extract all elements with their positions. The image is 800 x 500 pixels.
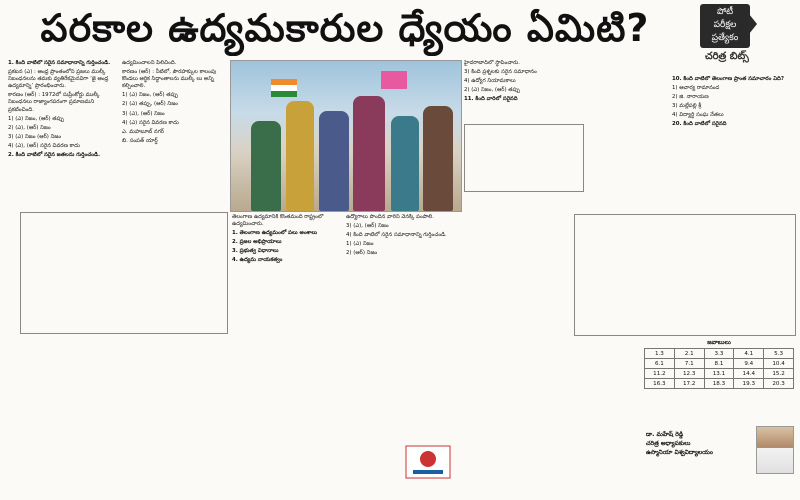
answer-cell: 10.4 bbox=[764, 359, 794, 369]
question-text: 2. కింది వాటిలో సరైన జతలను గుర్తించండి. bbox=[8, 152, 101, 159]
question-text: హైదరాబాద్‌లో స్థాపించారు. bbox=[464, 60, 520, 66]
question-text: 3. ప్రభుత్వ విధానాలు bbox=[232, 248, 279, 255]
question-text: 2) (ఎ) తప్పు, (ఆర్) నిజం bbox=[122, 101, 178, 108]
column-3 bbox=[232, 214, 342, 354]
question-text: కారణం (ఆర్) : 1972లో సుప్రీంకోర్టు ముల్కీ నిబంధనలు రాజ్యాంగపరంగా ప్రమాణమని ప్రకటించింది. bbox=[8, 92, 100, 113]
question-text: 2) (ఎ), (ఆర్) నిజం bbox=[8, 124, 51, 131]
answer-cell: 12.3 bbox=[674, 369, 704, 379]
answer-cell: 16.3 bbox=[645, 379, 675, 389]
answer-cell: 20.3 bbox=[764, 379, 794, 389]
question-text: 3) (ఎ), (ఆర్) నిజం bbox=[346, 223, 389, 230]
question-text: 2) జి. నారాయణ bbox=[672, 94, 709, 101]
answer-cell: 3.3 bbox=[704, 349, 734, 359]
question-text: 3) కింది ప్రశ్నలకు సరైన సమాధానం bbox=[464, 69, 537, 76]
question-text: 1. కింది వాటిలో సరైన సమాధానాన్ని గుర్తించండి. bbox=[8, 60, 111, 66]
column-2 bbox=[122, 60, 226, 210]
answer-cell: 11.2 bbox=[645, 369, 675, 379]
question-text: ఉద్యమించాలని పిలిచింది. bbox=[122, 60, 177, 66]
answer-cell: 4.1 bbox=[734, 349, 764, 359]
question-box bbox=[574, 214, 796, 336]
question-text: 3) మల్లేపల్లి శ్రీ bbox=[672, 103, 702, 110]
question-text: 1. తెలంగాణ ఉద్యమంలో పలు అంశాలు bbox=[232, 230, 318, 237]
question-text: 1) (ఎ) నిజం, (ఆర్) తప్పు bbox=[8, 115, 64, 122]
question-text: 4) (ఎ), (ఆర్) సరైన వివరణ కాదు bbox=[8, 142, 80, 149]
answer-cell: 18.3 bbox=[704, 379, 734, 389]
answer-cell: 7.1 bbox=[674, 359, 704, 369]
question-text: 1) (ఎ) నిజం, (ఆర్) తప్పు bbox=[122, 92, 178, 99]
page-title: పరకాల ఉద్యమకారుల ధ్యేయం ఏమిటి? bbox=[40, 6, 650, 50]
answer-cell: 14.4 bbox=[734, 369, 764, 379]
question-text: ప్రకటన (ఎ) : ఆంధ్ర ప్రాంతంలోని ప్రజలు ముల్కీ నిబంధనలను తమకు వ్యతిరేకమైనవిగా ‘జై ఆంధ్ర ఉద్యమాన్ని’ ప్రారంభించారు. bbox=[8, 69, 109, 90]
author-photo bbox=[756, 426, 794, 474]
answer-cell: 6.1 bbox=[645, 359, 675, 369]
answer-cell: 13.1 bbox=[704, 369, 734, 379]
answer-cell: 9.4 bbox=[734, 359, 764, 369]
answer-cell: 15.2 bbox=[764, 369, 794, 379]
badge-subtitle: చరిత్ర బిట్స్ bbox=[705, 51, 749, 62]
answer-row bbox=[645, 369, 794, 379]
protest-photo bbox=[230, 60, 462, 212]
question-text: 4) కింది వాటిలో సరైన సమాధానాన్ని గుర్తించండి. bbox=[346, 232, 447, 239]
publication-logo-icon bbox=[405, 445, 451, 479]
answer-cell: 2.1 bbox=[674, 349, 704, 359]
question-text: 11. కింది వారిలో సరైనది bbox=[464, 96, 518, 103]
question-text: 1) ఆచార్య రామానంద bbox=[672, 85, 720, 92]
question-text: 4) ఉద్యోగ నియామకాలు bbox=[464, 78, 516, 85]
question-box bbox=[464, 124, 584, 192]
question-box bbox=[20, 212, 228, 334]
answer-cell: 17.2 bbox=[674, 379, 704, 389]
answer-cell: 8.1 bbox=[704, 359, 734, 369]
answer-cell: 1.3 bbox=[645, 349, 675, 359]
question-text: 4) విద్యార్థి సంఘ నేతలు bbox=[672, 112, 724, 119]
question-text: 3) (ఎ), (ఆర్) నిజం bbox=[122, 110, 165, 117]
question-text: 2. ప్రజల అభిప్రాయాలు bbox=[232, 239, 282, 246]
column-4 bbox=[346, 214, 456, 354]
answer-row bbox=[645, 379, 794, 389]
section-badge bbox=[700, 4, 750, 48]
badge-text: పోటీ పరీక్షల ప్రత్యేకం bbox=[711, 7, 739, 43]
answer-key bbox=[644, 338, 794, 418]
answer-row bbox=[645, 359, 794, 369]
question-text: 4) (ఎ) సరైన వివరణ కాదు bbox=[122, 119, 179, 126]
question-text: 2) (ఆర్) నిజం bbox=[346, 250, 378, 257]
question-text: 10. కింది వాటిలో తెలంగాణ ప్రాంత సమాచారం ఏది? bbox=[672, 76, 784, 82]
question-text: కారణం (ఆర్) : నీటిలో, పౌరహక్కుల కాలంపు కొండలు ఆర్థిక సిద్ధాంతాలను ముల్కీ లు అన్ని కల్పించాలి. bbox=[122, 69, 217, 90]
question-text: ఉద్యోగాలు పొందిన వారిని వెనక్కి పంపాలి. bbox=[346, 214, 434, 220]
answer-key-title: జవాబులు bbox=[707, 339, 731, 346]
question-text: బి. సంపత్ యార్డ్ bbox=[122, 137, 158, 144]
question-text: 20. కింది వాటిలో సరైనది bbox=[672, 121, 727, 128]
question-text: ఎ. మహబూబ్ నగర్ bbox=[122, 128, 165, 135]
answer-cell: 5.3 bbox=[764, 349, 794, 359]
author-name: డా. మహేష్ రెడ్డి చరిత్ర అధ్యాపకులు ఉస్మానియా విశ్వవిద్యాలయం bbox=[646, 431, 713, 456]
badge-arrow-icon bbox=[749, 14, 757, 34]
answer-cell: 19.3 bbox=[734, 379, 764, 389]
answer-row bbox=[645, 349, 794, 359]
author-box bbox=[646, 426, 796, 498]
question-text: 3) (ఎ) నిజం (ఆర్) నిజం bbox=[8, 133, 62, 140]
question-text: 4. ఉద్యమ నాయకత్వం bbox=[232, 257, 283, 264]
question-text: 2) (ఎ) నిజం, (ఆర్) తప్పు bbox=[464, 87, 520, 94]
question-text: తెలంగాణ ఉద్యమానికి కొంతమంది రాష్ట్రంలో ఉద్యమించారు. bbox=[232, 214, 324, 228]
question-text: 1) (ఎ) నిజం bbox=[346, 241, 374, 248]
